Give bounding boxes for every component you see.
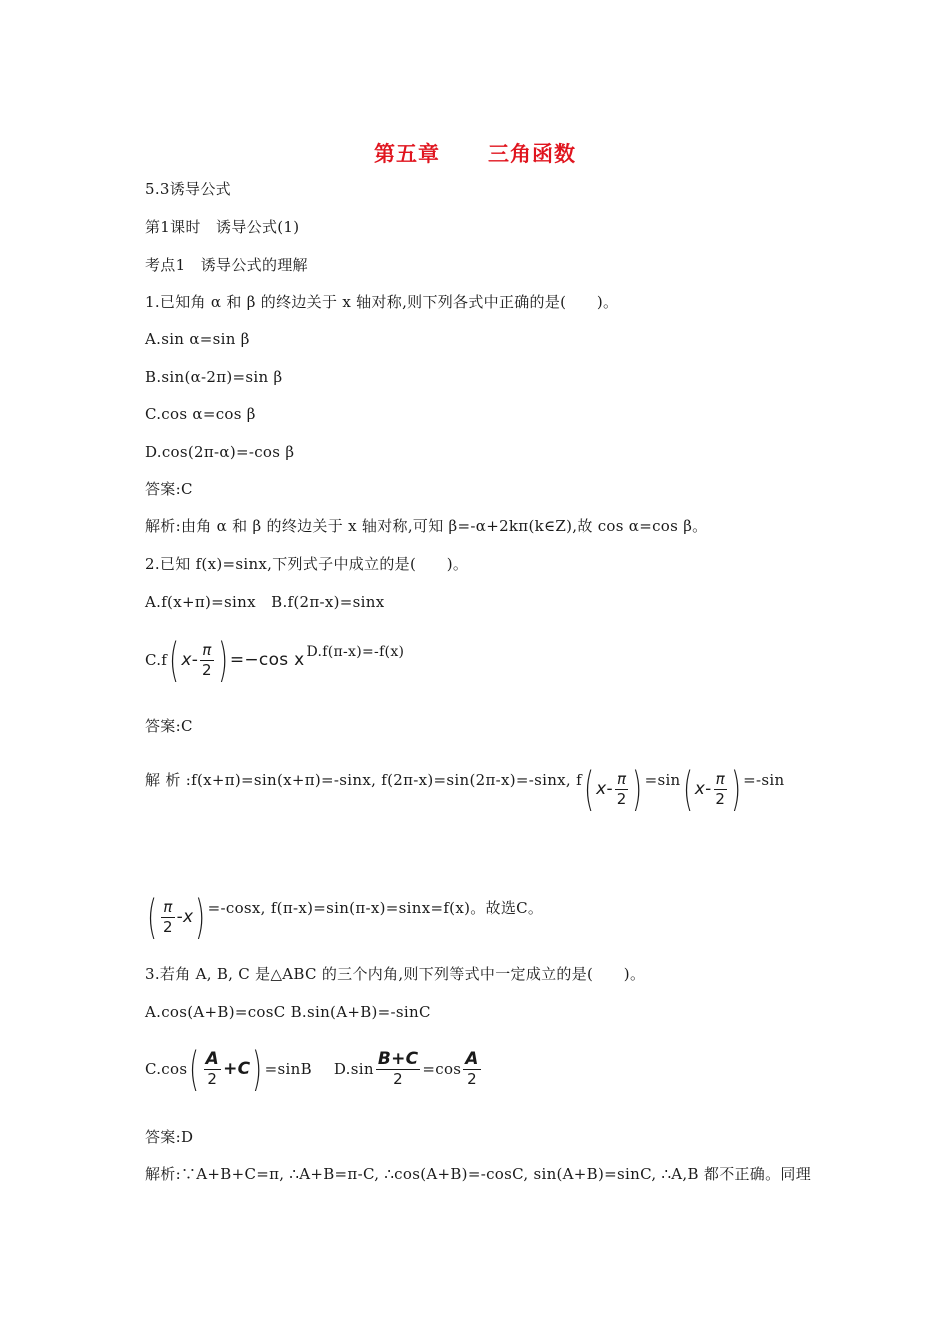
chapter-title (0, 138, 950, 168)
q2-option-d: D.f(π-x)=-f(x) (306, 644, 405, 660)
point-heading: 考点1 诱导公式的理解 (145, 256, 308, 274)
q2-c-prefix: C.f (145, 651, 168, 669)
q3-d-num: B+C (377, 1048, 419, 1069)
q3-d-prefix: D.sin (333, 1060, 374, 1078)
q2-analysis-line1: 解 析 :f(x+π)=sin(x+π)=-sinx, f(2π-x)=sin(2π-x)=-sinx, f( x- $\frac{\pi}{2}$ ) =sin( x- $\frac{\pi}{2}$ ) =-sin (145, 756, 784, 813)
q2-analysis-den1: 2 (616, 789, 627, 808)
q2-c-x: x (181, 650, 192, 670)
q3-d-num2: A (465, 1048, 479, 1069)
q1-answer: 答案:C (145, 480, 193, 498)
q2-analysis-line2-tail: =-cosx, f(π-x)=sin(π-x)=sinx=f(x)。故选C。 (207, 899, 544, 917)
q3-answer: 答案:D (145, 1128, 194, 1146)
q2-analysis-fraction2 (714, 770, 727, 809)
q1-option-b: B.sin(α-2π)=sin β (145, 368, 283, 386)
section-heading: 5.3诱导公式 (145, 180, 231, 198)
q3-options-cd: C.cos( $\frac{A}{2}$ +C) =sinB D.sin $\frac{B+C}{2}$ =cos $\frac{A}{2}$ (145, 1042, 479, 1096)
q1-analysis: 解析:由角 α 和 β 的终边关于 x 轴对称,可知 β=-α+2kπ(k∈Z),故 cos α=cos β。 (145, 517, 708, 535)
q2-c-rhs: =−cos x (229, 650, 305, 670)
q2-analysis-x1: x (596, 779, 607, 799)
q2-analysis-num3: π (163, 897, 173, 916)
q2-analysis-tail: =-sin (743, 771, 785, 789)
q2-analysis-fraction1 (615, 770, 628, 809)
q2-analysis-minus3: - (176, 907, 184, 927)
q1-option-a: A.sin α=sin β (145, 330, 250, 348)
q3-options-ab: A.cos(A+B)=cosC B.sin(A+B)=-sinC (145, 1003, 431, 1021)
q3-c-num: A (205, 1048, 220, 1069)
q3-d-den: 2 (393, 1069, 404, 1088)
q3-d-fraction (376, 1050, 421, 1089)
q2-analysis-line2: ( $\frac{\pi}{2}$ -x) =-cosx, f(π-x)=sin(π-x)=sinx=f(x)。故选C。 (145, 884, 543, 941)
q2-analysis-x2: x (694, 779, 706, 799)
q2-analysis-x3: x (183, 907, 194, 927)
q1-option-c: C.cos α=cos β (145, 405, 256, 423)
q3-d-fraction2 (463, 1050, 480, 1089)
q2-analysis-num2: π (715, 769, 725, 788)
q2-analysis-minus1: - (606, 779, 613, 799)
q2-analysis-num1: π (616, 769, 627, 788)
q2-options-ab: A.f(x+π)=sinx B.f(2π-x)=sinx (145, 593, 385, 611)
chapter-title-part1: 第五章 (374, 142, 440, 166)
q2-c-den: 2 (201, 660, 212, 679)
q2-analysis-den3: 2 (163, 917, 173, 936)
q2-answer: 答案:C (145, 717, 193, 735)
q3-analysis: 解析:∵A+B+C=π, ∴A+B=π-C, ∴cos(A+B)=-cosC, sin(A+B)=sinC, ∴A,B 都不正确。同理 (145, 1165, 811, 1183)
q2-option-c: C.f( x- $\frac{\pi}{2}$ ) =−cos x D.f(π-x)=-f(x) (145, 628, 404, 684)
q3-d-mid: =cos (422, 1060, 462, 1078)
q2-analysis-eq-sin: =sin (644, 771, 681, 789)
q3-d-den2: 2 (467, 1069, 477, 1088)
q1-option-d: D.cos(2π-α)=-cos β (145, 443, 295, 461)
q1-stem: 1.已知角 α 和 β 的终边关于 x 轴对称,则下列各式中正确的是( )。 (145, 293, 619, 311)
q3-c-plus: +C (223, 1059, 251, 1079)
q2-c-fraction (200, 641, 213, 680)
q3-c-prefix: C.cos (145, 1060, 188, 1078)
q2-analysis-text: 解 析 :f(x+π)=sin(x+π)=-sinx, f(2π-x)=sin(2π-x)=-sinx, f (145, 771, 582, 789)
q2-c-minus: - (191, 650, 199, 670)
q3-c-fraction (204, 1050, 221, 1089)
q3-stem: 3.若角 A, B, C 是△ABC 的三个内角,则下列等式中一定成立的是( )。 (145, 965, 646, 983)
q2-stem: 2.已知 f(x)=sinx,下列式子中成立的是( )。 (145, 555, 469, 573)
lesson-heading: 第1课时 诱导公式(1) (145, 218, 300, 236)
q2-analysis-minus2: - (705, 779, 712, 799)
q2-analysis-den2: 2 (715, 789, 726, 808)
q2-c-num: π (202, 640, 212, 659)
chapter-title-part2: 三角函数 (488, 142, 576, 166)
q2-analysis-fraction3 (161, 898, 174, 937)
q3-c-den: 2 (207, 1069, 218, 1088)
q3-c-rhs: =sinB (264, 1060, 312, 1078)
